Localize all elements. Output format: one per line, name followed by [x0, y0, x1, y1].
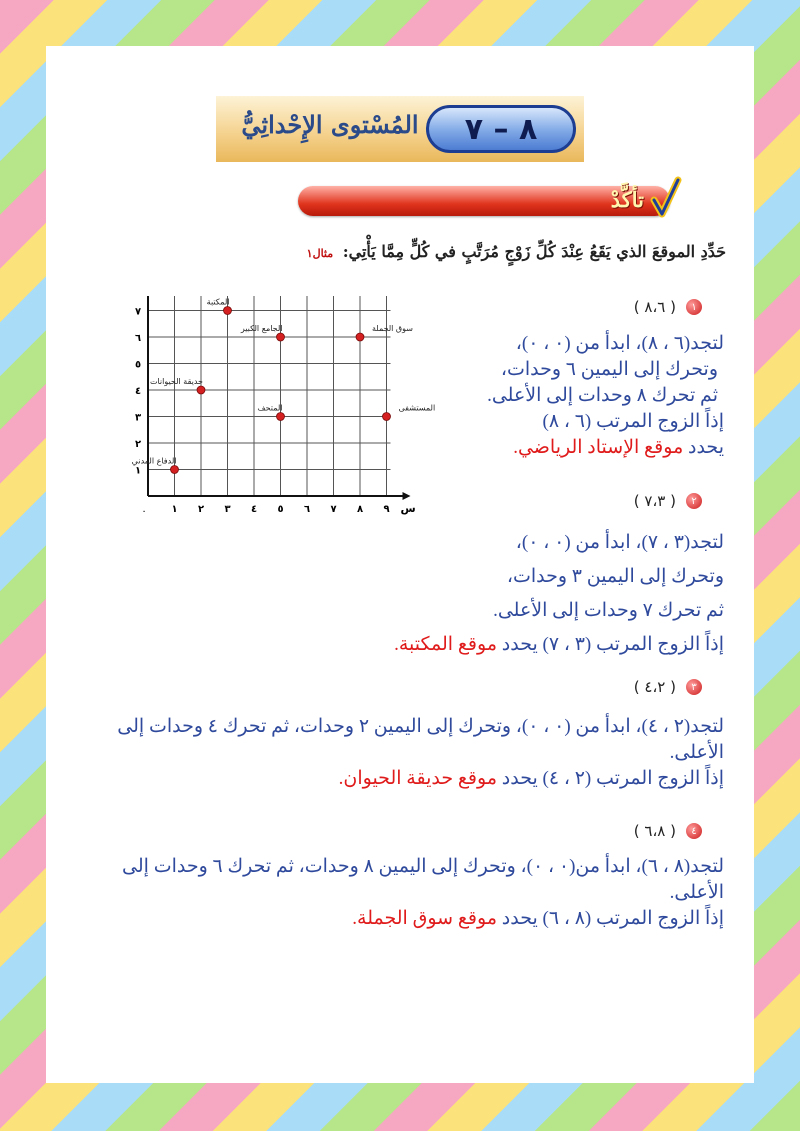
y-tick-label: ٧ [134, 306, 142, 318]
y-tick-label: ١ [134, 465, 142, 477]
location-point [277, 413, 285, 421]
problem-3-header [634, 678, 702, 696]
result-location: موقع المكتبة. [394, 634, 498, 655]
x-tick-label: ١ [171, 504, 178, 515]
solution-result: يحدد موقع الإستاد الرياضي. [513, 437, 724, 458]
solution-line: لتجد(٦ ، ٨)، ابدأ من (٠ ، ٠)، [515, 333, 724, 354]
solution-line: ثم تحرك ٨ وحدات إلى الأعلى. [487, 385, 718, 406]
solution-line: ثم تحرك ٧ وحدات إلى الأعلى. [493, 600, 724, 621]
result-location: موقع حديقة الحيوان. [338, 768, 498, 789]
x-tick-label: ٢ [197, 504, 205, 515]
x-axis-arrow [403, 492, 411, 500]
problem-2-header [634, 492, 702, 510]
location-point [171, 466, 179, 474]
solution-line: لتجد(٨ ، ٦)، ابدأ من(٠ ، ٠)، وتحرك إلى اليمين ٨ وحدات، ثم تحرك ٦ وحدات إلى الأعلى. [122, 856, 724, 903]
location-point [224, 307, 232, 315]
problem-3-solution [102, 714, 724, 792]
solution-line: لتجد(٢ ، ٤)، ابدأ من (٠ ، ٠)، وتحرك إلى اليمين ٢ وحدات، ثم تحرك ٤ وحدات إلى الأعلى. [117, 716, 724, 763]
location-label: المتحف [257, 403, 283, 413]
x-tick-label: ٩ [383, 504, 390, 515]
worksheet-page [46, 46, 754, 1083]
problem-number-badge: ٤ [686, 823, 702, 839]
location-point [277, 333, 285, 341]
location-label: المكتبة [206, 297, 230, 307]
solution-line: وتحرك إلى اليمين ٦ وحدات، [500, 359, 718, 380]
result-location: موقع سوق الجملة. [352, 908, 498, 929]
problem-1-header [634, 298, 702, 316]
problem-number-badge: ١ [686, 299, 702, 315]
problem-2-solution [324, 526, 724, 662]
example-reference: مثال١ [306, 247, 334, 260]
origin-label: ٠ [141, 506, 147, 516]
x-tick-label: ٥ [277, 504, 284, 515]
lesson-title-banner [216, 96, 584, 162]
instruction-line [166, 242, 726, 261]
location-label: حديقة الحيوانات [149, 377, 203, 386]
solution-result: إذاً الزوج المرتب (٣ ، ٧) يحدد موقع المكتبة. [394, 634, 724, 655]
lesson-title: المُسْتوى الإِحْداثِيُّ [241, 110, 419, 139]
coordinate-grid [126, 296, 466, 516]
check-section-bar [298, 186, 670, 216]
location-point [197, 386, 205, 394]
ordered-pair: ( ٦،٨ ) [633, 822, 676, 840]
y-tick-label: ٥ [134, 359, 142, 371]
problem-number-badge: ٢ [686, 493, 702, 509]
x-axis-label: س [400, 502, 416, 515]
solution-result: إذاً الزوج المرتب (٨ ، ٦) يحدد موقع سوق الجملة. [352, 908, 724, 929]
x-tick-label: ٤ [250, 504, 258, 515]
problem-1-solution [424, 331, 724, 461]
x-tick-label: ٧ [330, 504, 337, 515]
y-tick-label: ٤ [134, 386, 142, 397]
location-label: سوق الجملة [372, 324, 413, 333]
check-section-label: تأكَّدْ [610, 187, 644, 212]
y-tick-label: ٦ [134, 333, 142, 344]
ordered-pair: ( ٧،٣ ) [633, 492, 676, 510]
location-point [356, 333, 364, 341]
instruction-text: حَدِّدِ الموقعَ الذي يَقَعُ عِنْدَ كُلِّ زَوْجٍ مُرَتَّبٍ في كُلٍّ مِمَّا يَأْتِي: [342, 242, 726, 261]
solution-line: وتحرك إلى اليمين ٣ وحدات، [506, 566, 724, 587]
solution-line: لتجد(٣ ، ٧)، ابدأ من (٠ ، ٠)، [515, 532, 724, 553]
solution-line: إذاً الزوج المرتب (٦ ، ٨) [542, 411, 724, 432]
location-point [383, 413, 391, 421]
ordered-pair: ( ٤،٢ ) [633, 678, 676, 696]
location-label: الجامع الكبير [240, 324, 283, 333]
y-tick-label: ٢ [134, 439, 142, 450]
y-tick-label: ٣ [134, 412, 142, 424]
problem-4-header [634, 822, 702, 840]
location-label: المستشفى [398, 403, 436, 413]
lesson-number-badge: ٨ – ٧ [426, 105, 576, 153]
x-tick-label: ٦ [303, 504, 311, 515]
problem-number-badge: ٣ [686, 679, 702, 695]
ordered-pair: ( ٨،٦ ) [633, 298, 676, 316]
result-location: موقع الإستاد الرياضي. [513, 437, 684, 458]
location-label: الدفاع المدني [131, 456, 177, 466]
problem-4-solution [102, 854, 724, 932]
checkmark-icon [650, 176, 682, 220]
solution-result: إذاً الزوج المرتب (٢ ، ٤) يحدد موقع حديقة الحيوان. [338, 768, 724, 789]
x-tick-label: ٨ [356, 504, 364, 515]
x-tick-label: ٣ [224, 504, 231, 515]
